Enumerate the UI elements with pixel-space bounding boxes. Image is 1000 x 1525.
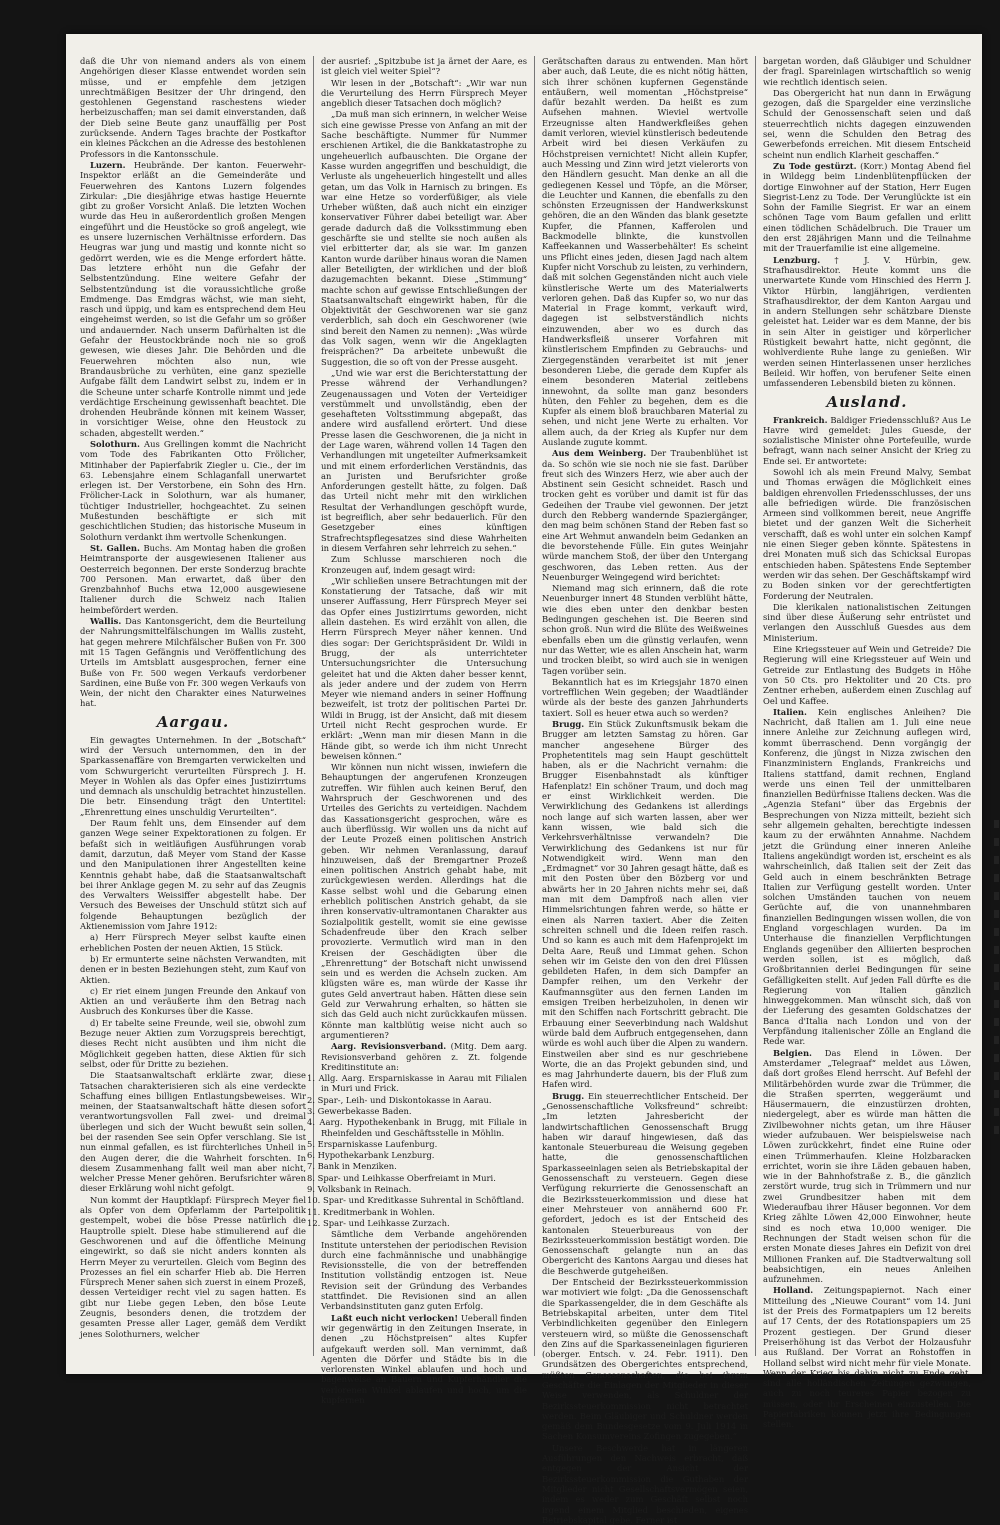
paragraph-stgallen bbox=[80, 543, 306, 615]
text: Ueberall finden wir gegenwärtig in den Zeitungen Inserate, in denen „zu Höchstpreisen“ altes Kupfer aufgekauft werden soll. Man vernimmt, daß Agenten die Dörfer und Städte bis in die verlorensten Winkel ablaufen und hoch und bagenweise an Bauern und Kupferhändler die verlorenen Winkel ablaufen und hoch, um die kupfernen bbox=[321, 1312, 527, 1405]
column-4 bbox=[763, 56, 971, 1430]
list-item: 9. Volksbank in Reinach. bbox=[307, 1184, 412, 1195]
paragraph-brugg bbox=[542, 719, 748, 1090]
paragraph: Wir können nun nicht wissen, inwiefern die Behauptungen der angerufenen Kronzeugen zutreffen. Wir fühlen auch keinen Beruf, den Wahrspruch der Geschworenen und des Urteiles des Gerichts zu verteidigen. Nachdem das Kassationsgericht gesprochen, wäre es auch überflüssig. Wir wollen uns da nicht auf der Leute Prozeß einen politischen Anstrich geben. Wir nehmen Veranlassung, darauf hinzuweisen, daß der Bremgartner Prozeß einen politischen Anstrich gehabt habe, mit zurückgewiesen werden. Allerdings hat die Kasse selbst wohl und die Gebarung einen erheblich politischen Anstrich gehabt, da sie ihren konservativ-ultramontanen Charakter aus Sozialpolitik gestellt, womit sie eine gewisse Schadenfreude über den Krach selber provozierte. Vermutlich wird man in den Kreisen der Geschädigten über die „Ehrenrettung“ der Botschaft nicht unwissend sein und es werden die Achseln zucken. Am klügsten wäre es, man würde der Kasse ihr gutes Geld anvertraut haben. Hätten diese sein Geld zur Verwahrung erhalten, so hätten sie sich das Geld auch nicht zurückkaufen müssen. Könnte man kaltblütig weise nicht auch so argumentieren? bbox=[321, 762, 527, 1040]
text: Der Traubenblühet ist da. So schön wie sie noch nie sie fast. Darüber freut sich des Winzers Herz, wie aber auch der Abstinent sein Gesicht schneidet. Rasch und trocken geht es vorüber und damit ist für das Gedeihen der Traube viel gewonnen. Der jetzt durch den Rebberg wandernde Spaziergänger, den mag beim schönen Stand der Reben fast so eine Art Wehmut anwandeln beim Gedanken an die bevorstehende Fülle. Ein gutes Weinjahr würde manchem Stoß, der über den Untergang geschworen, das Leben retten. Aus der Neuenburger Weingegend wird berichtet: bbox=[542, 448, 748, 582]
text: † J. V. Hürbin, gew. Strafhausdirektor. Heute kommt uns die unerwartete Kunde vom Hinschied des Herrn J. Viktor Hürbin, langjährigen, verdienten Strafhausdirektor, der dem Kanton Aargau und in andern Stellungen sehr schätzbare Dienste geleistet hat. Leider war es dem Manne, der bis in sein Alter in geistiger und körperlicher Rüstigkeit bewahrt hatte, nicht gegönnt, die wohlverdiente Ruhe lange zu genießen. Wir werden seinen Hinterlassenen unser herzliches Beileid. Wir hoffen, von berufener Seite einen umfassenderen Lebensbild bieten zu können. bbox=[763, 254, 971, 389]
paragraph-italien bbox=[763, 707, 971, 1047]
paragraph: b) Er ermunterte seine nächsten Verwandten, mit denen er in besten Beziehungen steht, zum Kauf von Aktien. bbox=[80, 953, 306, 985]
text: Baldiger Friedensschluß? Aus Le Havre wird gemeldet: Jules Guesde, der sozialistische Minister ohne Portefeuille, wurde befragt, wann nach seiner Ansicht der Krieg zu Ende sei. Er antwortete: bbox=[763, 414, 971, 466]
heading-lenzburg: Lenzburg. bbox=[773, 254, 821, 265]
heading-stgallen: St. Gallen. bbox=[90, 542, 140, 553]
section-title-ausland: Ausland. bbox=[826, 392, 908, 411]
column-3 bbox=[542, 56, 748, 1525]
paragraph-brugg-steuer bbox=[542, 1091, 748, 1276]
paragraph: „Wir schließen unsere Betrachtungen mit der Konstatierung der Tatsache, daß wir mit unserer Auffassung, Herr Fürsprech Meyer sei das Opfer eines Justizirrtums geworden, nicht allein dastehen. Es wird erzählt von allen, die Herrn Fürsprech Meyer näher kennen. Und dies sogar: Der Gerichtspräsident Dr. Wildi in Brugg, der als unterrichteter Untersuchungsrichter die Untersuchung geleitet hat und die Akten daher besser kennt, als jeder andere und der zudem von Herrn Meyer wie niemand anders in seiner Hoffnung bezweifelt, ist trotz der politischen Partei Dr. Wildi in Brugg, ist der Ansicht, daß mit diesem Urteil nicht Recht gesprochen wurde. Er erklärt: „Wenn man mir diesen Mann in die Hände gibt, so werde ich ihm nicht Unrecht beweisen können.“ bbox=[321, 575, 527, 761]
text: (Korr.) Montag Abend fiel in Wildegg beim Lindenblütenpflücken der dortige Einwohner auf der Station, Herr Eugen Siegrist-Lenz zu Tode. Der Verunglückte ist ein Sohn der Familie Siegrist. Er war an einem schönen Tage vom Baum gefallen und erlitt einen tödlichen Schädelbruch. Die Trauer um den erst 28jährigen Mann und die Teilnahme mit der Trauerfamilie ist eine allgemeine. bbox=[763, 160, 971, 254]
paragraph: Nun kommt der Hauptklapf: Fürsprech Meyer fiel als Opfer von dem Opferlamm der Parteipolitik gestempelt, wobei die böse Presse natürlich die Hauptrolle spielt. Diese habe stimulierend auf die Geschworenen und auf die öffentliche Meinung eingewirkt, so daß sie nicht anders konnten als Herrn Meyer zu verurteilen. Gleich vom Beginn des Prozesses an fiel ein scharfer Hieb ab. Die Herren Fürsprech Mener sahen sich zuerst in einem Prozeß, dessen Verteidiger recht viel zu sagen hatten. Es gibt nur Liebe gegen Leben, den böse Leute Zeugnis, besonders denen, die trotzdem der gesamten Presse aller Lager, gemäß dem Verdikt jenes Solothurners, welcher bbox=[80, 1194, 306, 1339]
heading-brugg: Brugg. bbox=[552, 1090, 585, 1101]
text: Ein Stück Zukunftsmusik bekam die Brugger am letzten Samstag zu hören. Gar mancher angesehene Bürger des Prophetentitels mag sein Haupt geschüttelt haben, als er die Nachricht vernahm: die Brugger Eisenbahnstadt als künftiger Hafenplatz! Ein schöner Traum, und doch mag er einst Wirklichkeit werden. Die Verwirklichung des Gedankens ist allerdings noch lange auf sich warten lassen, aber wer kann wissen, wie bald sich die Verkehrsverhältnisse verwandeln? Die Verwirklichung des Gedankens ist nur für Notwendigkeit wird. Wenn man den „Erdmagnet“ vor 30 Jahren gesagt hätte, daß es mit den Posten über den Bözberg vor und abwärts her in 20 Jahren nichts mehr sei, daß man mit dem Dampfroß nach allen vier Himmelsrichtungen fahren werde, so hätte er einen als Narren taxiert. Aber die Zeiten schreiten schnell und die Ideen reifen rasch. Und so kann es auch mit dem Hafenprojekt im Delta Aare, Reuß und Limmat gehen. Schon sehen wir im Geiste den von den drei Flüssen gebildeten Hafen, in dem sich Dampfer an Dampfer reihen, um den Verkehr der Kaufmannsgüter aus den fernen Landen im emsigen Treiben herbeizuholen, in denen wir mit den Schiffen nach Fortschritt gebracht. Die Erbauung einer Seeverbindung nach Waldshut würde bald dem Aufbruch entgegensehen, dann würde es wohl auch über die Alpen zu wandern. Einstweilen aber sind es nur geschriebene Worte, die an das Projekt gebunden sind, und es mag Jahrhunderte dauern, bis der Fluß zum Hafen wird. bbox=[542, 719, 748, 1090]
paragraph-weinberg bbox=[542, 448, 748, 582]
paragraph-holland bbox=[763, 1285, 971, 1429]
list-item: 8. Spar- und Leihkasse Oberfreiamt in Muri. bbox=[307, 1172, 496, 1183]
list-item: 4. Aarg. Hypothekenbank in Brugg, mit Filiale in Rheinfelden und Geschäftsstelle in Möhlin. bbox=[307, 1117, 527, 1138]
list-item: 11. Kreditmerbank in Wohlen. bbox=[307, 1206, 435, 1217]
section-title-aargau: Aargau. bbox=[156, 712, 230, 731]
text: Zeitungspapiernot. Nach einer Mitteilung des „Nieuwe Courant“ vom 14. Juni ist der Preis des Formatpapiers um 12 bereits auf 17 Cents, der des Rotationspapiers um 25 Prozent gestiegen. Der Grund dieser Preiserhöhung ist das Verbot der Holzausfuhr aus Rußland. Der Vorrat an Rohstoffen in Holland selbst wird nicht mehr für viele Monate. Wenn der Krieg bis dahin nicht zu Ende geht, sind alle holländischen Zeitungen gezwungen, auch zu noch teureres Papier bezogen zu müssen, oder ihr Erscheinen einzustellen. Die Papierfabriken können jetzt ihre Bedingungen stellen. bbox=[763, 1285, 971, 1430]
paragraph: bargetan worden, daß Gläubiger und Schuldner der fragl. Spareinlagen wirtschaftlich so wenig wie rechtlich identisch seien. bbox=[763, 56, 971, 87]
paragraph: Sowohl ich als mein Freund Malvy, Sembat und Thomas erwägen die Möglichkeit eines baldigen ehrenvollen Friedensschlusses, der uns alle befriedigen würde. Die französischen Armeen sind vollkommen bereit, neue Angriffe bietet und der ganzen Welt die Sicherheit verschafft, daß es wohl unter ein solchen Kampf nie einen Sieger geben könnte. Spätestens in drei Monaten muß sich das Schicksal Europas entschieden haben. Spätestens Ende September werden wir das sehen. Der Geschäftskampf wird zu Boden sinken vor der gerechtfertigten Forderung der Neutralen. bbox=[763, 466, 971, 601]
paragraph-luzern bbox=[80, 160, 306, 438]
paragraph: Sämtliche dem Verbande angehörenden Institute unterstehen der periodischen Revision durch eine fachmännische und unabhängige Revisionsstelle, die von der betreffenden Institution vollständig entzogen ist. Neue Revision seit der Gründung des Verbandes stattfindet. Die Revisionen sind an allen Verbandsinstituten ganz guten Erfolg. bbox=[321, 1229, 527, 1312]
list-item: 5. Ersparniskasse Laufenburg. bbox=[307, 1138, 438, 1149]
adjacent-page-edge bbox=[994, 820, 1000, 1180]
column-1 bbox=[80, 56, 306, 1356]
list-item: 3. Gewerbekasse Baden. bbox=[307, 1105, 412, 1116]
text: Das Elend in Löwen. Der Amsterdamer „Telegraaf“ meldet aus Löwen, daß dort großes Elend herrscht. Auf Befehl der Militärbehörden wurde zwar die Trümmer, die die Straßen sperrten, weggeräumt und Häusermauern, die einzustürzen drohten, niedergelegt, aber es würde man hätten die Zivilbewohner nichts getan, um ihre Häuser wieder aufzubauen. Wer beispielsweise nach Löwen zurückkehrt, findet eine Ruine oder einen Trümmerhaufen. Kleine Holzbaracken errichtet, worin sie ihre Läden gebauen haben, wie in der Bahnhofstraße z. B., die gänzlich zerstört wurde, trug sich in Trümmern und nur zwei Grundbesitzer haben mit dem Wiederaufbau ihrer Häuser begonnen. Vor dem Krieg zählte Löwen 42,000 Einwohner, heute sind es noch etwa 10,000 weniger. Die Rechnungen der Stadt weisen schon für die ersten Monate dieses Jahres ein Defizit von drei Millionen Franken auf. Die Stadtverwaltung soll beabsichtigen, ein neues Anleihen aufzunehmen. bbox=[763, 1047, 971, 1285]
paragraph: Zum Schlusse marschieren noch die Kronzeugen auf, indem gesagt wird: bbox=[321, 554, 527, 575]
paragraph: „Da muß man sich erinnern, in welcher Weise sich eine gewisse Presse von Anfang an mit der Sache beschäftigte. Nummer für Nummer erschienen Artikel, die die Bankkatastrophe zu ungeheuerlich aufbauschten. Die Organe der Kasse wurden angegriffen und beschuldigt, die Verluste als ungeheuerlich hingestellt und alles getan, um das Volk in Harnisch zu bringen. Es war eine Hetze so vorderfüßiger, als viele Urheber wüßten, daß auch nicht ein einziger konservativer Führer dabei beteiligt war. Aber gerade dadurch daß die Volksstimmung eben geschärfte sie und stellte sie noch außen als viel erbitterter dar, als sie war. Im ganzen Kanton wurde darüber hinaus woran die Namen aller Beteiligten, der wirklichen und der bloß dazugemachten bekannt. Diese „Stimmung“ machte schon auf gewisse Entschließungen der Staatsanwaltschaft eingewirkt haben, für die Objektivität der Geschworenen war sie ganz verderblich, sah doch ein Geschworener (wie sind bereit den Namen zu nennen): „Was würde das Volk sagen, wenn wir die Angeklagten freisprächen?“ Da arbeitete unbewußt die Suggestion, die so oft von der Presse ausgeht. bbox=[321, 109, 527, 367]
paragraph-frankreich bbox=[763, 415, 971, 466]
heading-wallis: Wallis. bbox=[90, 616, 122, 627]
column-2 bbox=[307, 56, 527, 1405]
heading-revisionsverband: Aarg. Revisionsverband. bbox=[331, 1041, 447, 1052]
list-item: 2. Spar-, Leih- und Diskontokasse in Aarau. bbox=[307, 1094, 492, 1105]
paragraph-kupfer bbox=[321, 1313, 527, 1406]
heading-kupfer: Laßt euch nicht verlocken! bbox=[331, 1312, 459, 1323]
text: Kein englisches Anleihen? Die Nachricht, daß Italien am 1. Juli eine neue innere Anleihe zur Zeichnung auflegen wird, kommt überraschend. Denn vorgängig der Konferenz, die jüngst in Nizza zwischen den Finanzministern Englands, Frankreichs und Italiens stattfand, damit rechnen, England werde uns einen Teil der unmittelbaren finanziellen Bedürfnisse Italiens decken. Was die „Agenzia Stefani“ über das Ergebnis der Besprechungen von Nizza mitteilt, bezieht sich sehr allgemein gehalten, berechtigte indessen kaum zu der erwähnten Annahme. Nachdem jetzt die Gründung einer inneren Anleihe Italiens angekündigt worden ist, erscheint es als wahrscheinlich, daß Italien seit der Zeit das Geld auch in einem beschränkten Betrage Italien zur Verfügung gestellt worden. Unter solchen Umständen tauchen von neuem Gerüchte auf, die von unannehmbaren finanziellen Bedingungen wissen wollen, die von England vorgeschlagen wurden. Da im Unterhause die finanziellen Verpflichtungen Englands gegenüber den Alliierten besprochen werden sollen, ist es möglich, daß Großbritannien derlei Bedingungen für seine Gefälligkeiten stellt. Auf jeden Fall dürfte es die Regierung von Italien gänzlich hinweggekommen. Man wünscht sich, daß von der Lieferung des gesamten Goldschatzes der Banca d'Italia nach London und von der Verpfändung italienischer Zölle an England die Rede war. bbox=[763, 706, 971, 1047]
text: (Mitg. Dem aarg. Revisionsverband gehören z. Zt. folgende Kreditinstitute an: bbox=[321, 1041, 527, 1072]
paragraph: Die klerikalen nationalistischen Zeitungen sind über diese Äußerung sehr entrüstet und verlangen den Ausschluß Guesdes aus dem Ministerium. bbox=[763, 601, 971, 643]
paragraph: c) Er riet einem jungen Freunde den Ankauf von Aktien an und veräußerte ihm den Betrag nach Ausbruch des Konkurses über die Kasse. bbox=[80, 985, 306, 1017]
paragraph: Der Entscheid der Bezirkssteuerkommission war motiviert wie folgt: „Da die Genossenschaft die Sparkassengelder, die in dem Geschäfte als Betriebskapital arbeiten, unter dem Titel Verbindlichkeiten gegenüber den Einlegern versteuern wird, so müßte die Genossenschaft den Zins auf die Sparkasseneinlagen figurieren (oberger. Entsch. v. 24. Febr. 1911). Den Grundsätzen des Obergerichtes entsprechend, müßten Genossenschaften, die bei ihrem Geschäfte die Einlagen der Mitglieder in dieser Weise verwenden, als Schuldner der Bezirkssteuerkommission nicht betrachtet werden. Beim Gläubiger und Schuldner werden gemäß dem Bundesgesetze vom 9. Juli 1914 in Sachen Konsumvereins Zofingen zugegeben.“ bbox=[542, 1277, 748, 1442]
list-item: 6. Hypothekarbank Lenzburg. bbox=[307, 1150, 435, 1161]
paragraph: der ausrief: „Spitzbube ist ja ärnet der Aare, es ist gleich viel weiter Spiel“? bbox=[321, 56, 527, 77]
paragraph-wallis bbox=[80, 616, 306, 709]
paragraph-belgien bbox=[763, 1048, 971, 1285]
list-item: 7. Bank in Menziken. bbox=[307, 1161, 397, 1172]
paragraph-lenzburg bbox=[763, 255, 971, 389]
paragraph: „Und wie war erst die Berichterstattung der Presse während der Verhandlungen? Zeugenaussagen und Voten der Verteidiger verstümmelt und unvollständig, eben der gesehafteten Voltsstimmung abgepaßt, das andere wird ausfallend erörtert. Und diese Presse lasen die Geschworenen, die ja nicht in der Lage waren, während vollen 14 Tagen den Verhandlungen mit ungeteilter Aufmerksamkeit und mit einem erforderlichen Verständnis, das an Juristen und Berufsrichter große Anforderungen gestellt hätte, zu folgen. Daß das Urteil nicht mehr mit den wirklichen Resultat der Verhandlungen geschöpft wurde, ist begreiflich, aber sehr bedauerlich. Für den Gesetzgeber eines künftigen Strafrechtspflegesatzes sind diese Wahrheiten in diesem Verfahren sehr lehrreich zu sehen.“ bbox=[321, 367, 527, 553]
heading-italien: Italien. bbox=[773, 706, 807, 717]
column-rule bbox=[755, 56, 756, 1356]
list-item: 1. Allg. Aarg. Ersparniskasse in Aarau mit Filialen in Muri und Frick. bbox=[307, 1073, 527, 1094]
heading-frankreich: Frankreich. bbox=[773, 414, 828, 425]
paragraph: Bekanntlich hat es im Kriegsjahr 1870 einen vortrefflichen Wein gegeben; der Waadtländer würde als der beste des ganzen Jahrhunderts taxiert. Soll es heuer etwa auch so werden? bbox=[542, 676, 748, 718]
heading-tode: Zu Tode gestürzt. bbox=[773, 160, 857, 171]
paragraph: Wir lesen in der „Botschaft“: „Wir war nun die Verurteilung des Herrn Fürsprech Meyer angeblich dieser Tatsachen doch möglich? bbox=[321, 77, 527, 109]
heading-holland: Holland. bbox=[773, 1285, 814, 1296]
paragraph: Gerätschaften daraus zu entwenden. Man hört aber auch, daß Leute, die es nicht nötig hätten, sich ihrer schönen kupfernen Gegenstände entäußern, weil momentan „Höchstpreise“ dafür bezahlt werden. Da heißt es zum Aufsehen mahnen. Wieviel wertvolle Erzeugnisse alten Handwerkfleißes gehen damit verloren, wieviel künstlerisch bedeutende Arbeit wird bei diesen Verkäufen zu Höchstpreisen vernichtet! Nicht allein Kupfer, auch Messing und Zinn wird jetzt vielerorts von den Händlern gesucht. Man denke an all die gediegenen Kessel und Töpfe, an die Mörser, die Leuchter und Kannen, die ebenfalls zu den schönsten Erzeugnissen der Handwerkskunst gehören, die an den Wänden das blank gesetzte Kupfer, die Pfannen, Kafferolen und Backmodelle blinkte, die kunstvollen Kaffeekannen und Wasserbehälter! Es scheint uns Pflicht eines jeden, diesen Jagd nach altem Kupfer nicht Vorschub zu leisten, zu verhindern, daß mit solchen Gegenständen nicht auch viele künstlerische Werte um des Materialwerts verloren gehen. Daß das Kupfer so, wo nur das Material in Frage kommt, verkauft wird, dagegen ist selbstverständlich nichts einzuwenden, aber wo es durch das Handwerksfleiß unserer Vorfahren mit künstlerischem Empfinden zu Gebrauchs- und Ziergegenständen verarbeitet ist mit jener besonderen Liebe, die gerade dem Kupfer als einem besonderen Material zeitlebens innewohnt, da sollte man ganz besonders hüten, den Fehler zu begehen, dem es die Kupfer als einem bloß brauchbaren Material zu sehen, und nicht jene Werte zu erhalten. Vor allem auch, da der Krieg als Kupfer nur dem Auslande zugute kommt. bbox=[542, 56, 748, 447]
text: Das Kantonsgericht, dem die Beurteilung der Nahrungsmittelfälschungen im Wallis zusteht, hat gegen mehrere Milchfälscher Bußen von Fr. 300 mit 15 Tagen Gefängnis und Veröffentlichung des Urteils im Amtsblatt ausgesprochen, ferner eine Buße von Fr. 500 wegen Verkaufs verdorbener Sardinen, eine Buße von Fr. 300 wegen Verkaufs von Wein, der nicht den Charakter eines Naturweines hat. bbox=[80, 616, 306, 709]
paragraph-solothurn bbox=[80, 439, 306, 542]
paragraph-revisionsverband bbox=[321, 1041, 527, 1072]
list-item: 10. Spar- und Kreditkasse Suhrental in Schöftland. bbox=[307, 1195, 525, 1206]
text: Ein steuerrechtlicher Entscheid. Der „Genossenschaftliche Volksfreund“ schreibt: „Im letzten Jahresbericht der landwirtschaftlichen Genossenschaft Brugg haben wir darauf hingewiesen, daß das kantonale Steuerbureau die Weisung gegeben hatte, die genossenschaftlichen Sparkasseeinlagen seien als Betriebskapital der Genossenschaft zu versteuern. Gegen diese Verfügung rekurrierte die Genossenschaft an die Bezirkssteuerkommission und diese hat einer Mehrsteuer von annähernd 600 Fr. gefordert, jedoch es ist der Entscheid des kantonalen Steuerbureaus von der Bezirkssteuerkommission bestätigt worden. Die Genossenschaft gelangte nun an das Obergericht des Kantons Aargau und dieses hat die Beschwerde gutgeheißen. bbox=[542, 1090, 748, 1276]
newspaper-page bbox=[66, 34, 982, 1525]
heading-luzern: Luzern. bbox=[90, 159, 126, 170]
heading-weinberg: Aus dem Weinberg. bbox=[552, 448, 647, 459]
paragraph: Die Staatsanwaltschaft erklärte zwar, diese Tatsachen charakterisieren sich als eine verdeckte Schaffung eines billigen Entlastungsbeweises. Wir meinen, der Staatsanwaltschaft hätte diesen sofort verantwortungsvollen Fall zwei- und dreimal überlegen und sich der Wucht bewußt sein sollen, bei der rasenden See sein Opfer verschlang. Sie ist nun einmal gefallen, es ist fürchterliches Unheil in den Augen derer, die die Wahrheit forschten. In diesem Zusammenhang fallt weil man aber nicht, welcher Presse Mener gehören. Berufsrichter wären dieser Erklärung wohl nicht gefolgt. bbox=[80, 1070, 306, 1194]
list-item: 12. Spar- und Leihkasse Zurzach. bbox=[307, 1217, 450, 1228]
paragraph: Ein gewagtes Unternehmen. In der „Botschaft“ wird der Versuch unternommen, den in der Sparkassenaffäre von Bremgarten verwickelten und vom Schwurgericht verurteilten Fürsprech J. H. Meyer in Wohlen als das Opfer eines Justizirrtums und demnach als unschuldig betrachtet hinzustellen. Die betr. Einsendung trägt den Untertitel: „Ehrenrettung eines unschuldig Verurteilten“. bbox=[80, 734, 306, 817]
paragraph: daß die Uhr von niemand anders als von einem Angehörigen dieser Klasse entwendet worden sein müsse, und er empfehle dem jetzigen unrechtmäßigen Besitzer der Uhr dringend, den gestohlenen Gegenstand raschestens wieder herbeizuschaffen; man sei damit einverstanden, daß der Dieb seine Beute ganz unauffällig per Post zurücksende. Andern Tages brachte der Postkaftor ein kleines Päckchen an die Adresse des bestohlenen Professors in die Kantonsschule. bbox=[80, 56, 306, 159]
paragraph: a) Herr Fürsprech Meyer selbst kaufte einen erheblichen Posten der neuen Aktien, 15 Stück. bbox=[80, 932, 306, 953]
paragraph: Eine Kriegssteuer auf Wein und Getreide? Die Regierung will eine Kriegssteuer auf Wein und Getreide zur Entlastung des Budgets in Höhe von 50 Cts. pro Hektoliter und 20 Cts. pro Zentner erheben, außerdem einen Zuschlag auf Oel und Kaffee. bbox=[763, 644, 971, 706]
heading-brugg: Brugg. bbox=[552, 719, 585, 729]
paragraph: Das Obergericht hat nun dann in Erwägung gezogen, daß die Spargelder eine verzinsliche Schuld der Genossenschaft seien und daß steuerrechtlich nichts dagegen einzuwenden sei, wenn die Schulden den Betrag des Gewerbefonds erreichen. Mit diesem Entscheid scheint nun endlich Klarheit geschaffen.“ bbox=[763, 87, 971, 160]
paragraph-tode bbox=[763, 161, 971, 254]
paragraph: Niemand mag sich erinnern, daß die rote Neuenburger innert 48 Stunden verblüht hätte, wie dies eben unter den denkbar besten Bedingungen geschehen ist. Die Beeren sind schon groß. Nun wird die Blüte des Weißweines ebenfalls eben um die günstig verlaufen, wenn nur das Wetter, wie es allen Anschein hat, warm und trocken bleibt, so wird auch sie in wenigen Tagen vorüber sein. bbox=[542, 583, 748, 676]
text: Buchs. Am Montag haben die großen Heimtransporte der ausgewiesenen Italiener aus Oesterreich begonnen. Der erste Sonderzug brachte 700 Personen. Man erwartet, daß über den Grenzbahnhof Buchs etwa 12,000 ausgewiesene Italiener durch die Schweiz nach Italien heimbefördert werden. bbox=[80, 542, 306, 615]
paragraph: d) Er tabelte seine Freunde, weil sie, obwohl zum Bezuge neuer Aktien zum Vorzugspreis berechtigt, dieses Recht nicht ausübten und ihm nicht die Möglichkeit gegeben hatten, diese Aktien für sich selbst, oder für Dritte zu beziehen. bbox=[80, 1017, 306, 1069]
column-rule bbox=[534, 56, 535, 1356]
paragraph: Der Raum fehlt uns, dem Einsender auf dem ganzen Wege seiner Expektorationen zu folgen. Er befaßt sich in weitläufigen Ausführungen vorab damit, darzutun, daß Meyer vom Stand der Kasse und den Manipulationen ihrer Angestellten keine Kenntnis gehabt habe, daß die Staatsanwaltschaft bei ihrer Anklage gegen M. zu sehr auf das Zeugnis des Verwalters Weissiffer abgestellt habe. Der Versuch des Beweises der Unschuld stützt sich auf folgende Behauptungen bezüglich der Aktienemission vom Jahre 1912: bbox=[80, 818, 306, 932]
heading-solothurn: Solothurn. bbox=[90, 438, 140, 449]
text: Aus Grellingen kommt die Nachricht vom Tode des Fabrikanten Otto Frölicher, Mitinhaber der Papierfabrik Ziegler u. Cie., der im 63. Lebensjahre einem Schlaganfall unerwartet erlegen ist. Der Verstorbene, ein Sohn des Hrn. Frölicher-Lack in Solothurn, war als humaner, tüchtiger Industrieller, hochgeachtet. Zu seinen Mußestunden beschäftigte er sich mit geschichtlichen Studien; das historische Museum in Solothurn verdankt ihm wertvolle Schenkungen. bbox=[80, 438, 306, 542]
paragraph: Unsere Beschwerde hat in längeren Ausführungen den Nachweis erbracht, daß entgegen der Ansicht der Bezirkssteuerkommission die Guthaben der Mitglieder nicht Gesellschaftsvermögen seien, indem es weder zum Geschäft selbst noch irgend einem Mitglied beschieden, eigenes Betriebskapital gebe. Ferner ist bbox=[542, 1442, 748, 1525]
heading-belgien: Belgien. bbox=[773, 1047, 812, 1058]
text: Heubrände. Der kanton. Feuerwehr-Inspektor erläßt an die Gemeinderäte und Feuerwehren des Kantons Luzern folgendes Zirkular: „Die diesjährige etwas hastige Heuernte gibt zu großer Vorsicht Anlaß. Die letzten Wochen wurde das Heu in außerordentlich großen Mengen eingeführt und die Heustöcke so groß angelegt, wie es unsere luzernischen Verhältnisse erfordern. Das Heugras war jung und mastig und konnte nicht so gedörrt werden, wie es die Menge erfordert hätte. Das letztere erhöht nun die Gefahr der Selbstentzündung. Eine weitere Gefahr der Selbstentzündung ist die voraussichtliche große Emdmenge. Das Emdgras wächst, wie man sieht, rasch und üppig, und kam es entsprechend dem Heu eingeheimst werden, so ist die Gefahr um so größer und andauernder. Nach unserm Dafürhalten ist die Gefahr der Heustockbrände noch nie so groß gewesen, wie dieses Jahr. Die Behörden und die Feuerwehren möchten also nun, wie Brandausbrüche zu verhüten, eine ganz spezielle Aufgabe fällt dem Landwirt selbst zu, indem er in die Scheune unter scharfe Kontrolle nimmt und jede verdächtige Erscheinung gewissenhaft beachtet. Die drohenden Heubrände können mit keinem Wasser, in vorsichtiger Weise, ohne den Heustock zu schaden, abgestellt werden.“ bbox=[80, 159, 306, 438]
